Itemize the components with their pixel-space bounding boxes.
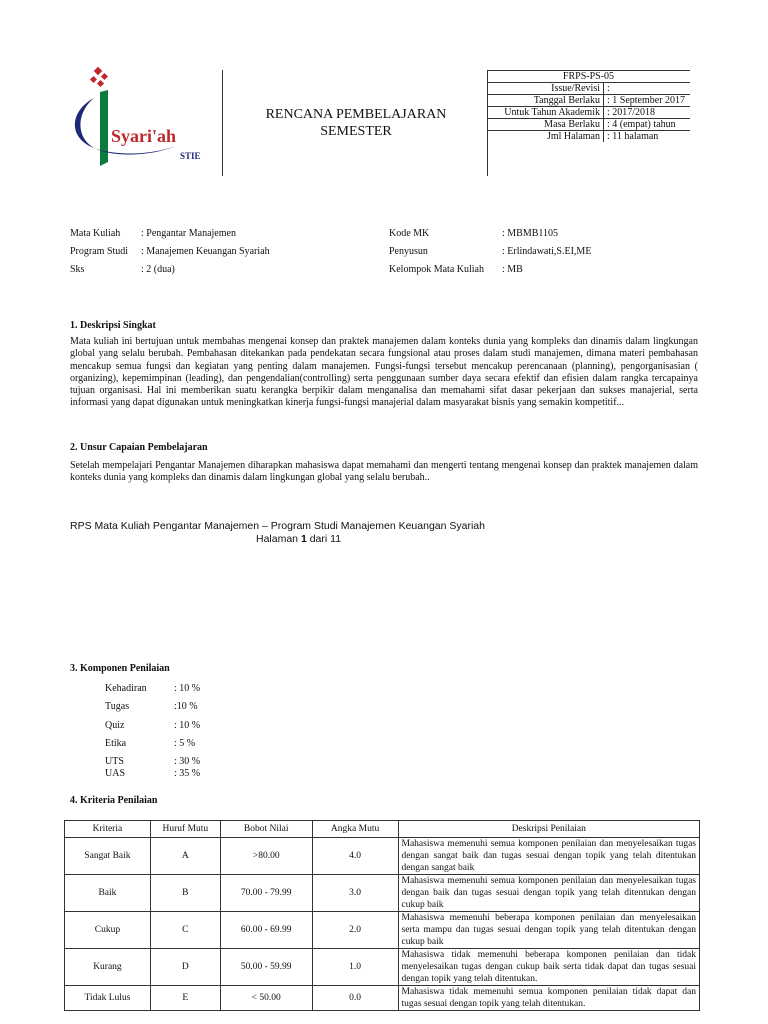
- table-row: [65, 875, 700, 912]
- column-header: Angka Mutu: [312, 821, 398, 838]
- logo-subtext: STIE: [180, 151, 201, 161]
- component-value: : 10 %: [174, 683, 201, 694]
- meta-value: : Erlindawati,S.EI,ME: [502, 246, 592, 257]
- section-heading: 4. Kriteria Penilaian: [70, 795, 158, 806]
- meta-label: Kelompok Mata Kuliah: [389, 264, 484, 275]
- institution-logo: [64, 66, 224, 176]
- component-value: :10 %: [174, 701, 198, 712]
- logo-text: Syari'ah: [111, 126, 177, 146]
- cell-kriteria: Baik: [65, 875, 151, 912]
- cell-bobot: >80.00: [220, 838, 312, 875]
- column-header: Deskripsi Penilaian: [398, 821, 699, 838]
- info-label: Issue/Revisi: [487, 83, 604, 95]
- cell-bobot: 50.00 - 59.99: [220, 949, 312, 986]
- cell-deskripsi: Mahasiswa tidak memenuhi beberapa komponen penilaian dan tidak menyelesaikan tugas dengan cukup baik serta tidak dapat dan tugas sesuai dengan topik yang telah ditentukan.: [398, 949, 699, 986]
- table-row: [65, 949, 700, 986]
- component-label: Quiz: [105, 720, 125, 731]
- cell-deskripsi: Mahasiswa tidak memenuhi semua komponen penilaian tidak dapat dan tugas sesuai dengan topik yang telah ditentukan.: [398, 986, 699, 1011]
- table-row: [65, 912, 700, 949]
- document-code: FRPS-PS-05: [487, 71, 690, 83]
- page-number: [256, 533, 341, 546]
- column-header: Kriteria: [65, 821, 151, 838]
- cell-kriteria: Sangat Baik: [65, 838, 151, 875]
- info-value: : 4 (empat) tahun: [604, 119, 691, 131]
- page-footer-title: RPS Mata Kuliah Pengantar Manajemen – Program Studi Manajemen Keuangan Syariah: [70, 520, 485, 532]
- cell-huruf: B: [150, 875, 220, 912]
- component-label: Etika: [105, 738, 127, 749]
- component-value: : 5 %: [174, 738, 196, 749]
- meta-label: Sks: [70, 264, 85, 275]
- document-title-line2: SEMESTER: [320, 124, 392, 139]
- section-heading: 3. Komponen Penilaian: [70, 663, 170, 674]
- table-header-row: [65, 821, 700, 838]
- info-label: Untuk Tahun Akademik: [487, 107, 604, 119]
- document-info-table: [487, 70, 690, 142]
- page-number-prefix: Halaman: [256, 533, 301, 545]
- cell-kriteria: Kurang: [65, 949, 151, 986]
- section-heading: 2. Unsur Capaian Pembelajaran: [70, 442, 208, 453]
- cell-angka: 4.0: [312, 838, 398, 875]
- component-label: UAS: [105, 768, 126, 779]
- meta-value: : MBMB1105: [502, 228, 559, 239]
- meta-label: Penyusun: [389, 246, 428, 257]
- cell-angka: 2.0: [312, 912, 398, 949]
- document-title-line1: RENCANA PEMBELAJARAN: [265, 107, 447, 122]
- cell-deskripsi: Mahasiswa memenuhi semua komponen penilaian dan menyelesaikan tugas dengan baik dan tugas sesuai dengan topik yang telah ditentukan dengan cukup baik: [398, 875, 699, 912]
- info-value: : 2017/2018: [604, 107, 691, 119]
- component-label: UTS: [105, 756, 124, 767]
- component-value: : 35 %: [174, 768, 201, 779]
- meta-value: : 2 (dua): [141, 264, 175, 275]
- cell-huruf: C: [150, 912, 220, 949]
- meta-value: : MB: [502, 264, 523, 275]
- meta-label: Program Studi: [70, 246, 129, 257]
- info-value: : 11 halaman: [604, 131, 691, 143]
- header-divider: [222, 70, 223, 176]
- cell-deskripsi: Mahasiswa memenuhi semua komponen penilaian dan menyelesaikan tugas dengan sangat baik dan tugas sesuai dengan topik yang telah ditentukan dengan sangat baik: [398, 838, 699, 875]
- cell-angka: 0.0: [312, 986, 398, 1011]
- cell-kriteria: Tidak Lulus: [65, 986, 151, 1011]
- page-number-current: 1: [300, 533, 307, 545]
- info-label: Masa Berlaku: [487, 119, 604, 131]
- meta-value: : Pengantar Manajemen: [141, 228, 236, 239]
- document-title: [225, 106, 487, 140]
- cell-bobot: 60.00 - 69.99: [220, 912, 312, 949]
- table-row: [65, 838, 700, 875]
- info-value: : 1 September 2017: [604, 95, 691, 107]
- grading-criteria-table: [64, 820, 700, 1011]
- component-label: Tugas: [105, 701, 130, 712]
- table-row: [65, 986, 700, 1011]
- cell-bobot: 70.00 - 79.99: [220, 875, 312, 912]
- cell-huruf: A: [150, 838, 220, 875]
- section-paragraph: Mata kuliah ini bertujuan untuk membahas mengenai konsep dan praktek manajemen dalam konteks dunia yang kompleks dan dinamis dalam lingkungan global yang selalu berubah. Pembahasan ditekankan pada pendekatan secara fungsional atau proses dalam studi manajemen, dimana materi pembahasan mencakup semua fungsi dan kegiatan yang penting dalam manajemen. Fungsi-fungsi tersebut mencakup perencanaan (planning), pengorganisasian ( organizing), kepemimpinan (leading), dan pengendalian(controlling) serta penggunaan sumber daya secara efektif dan efisien dalam rangka tercapainya tujuan organisasi. Hal ini memberikan suatu kerangka berpikir dalam menganalisa dan memahami sifat dasar pekerjaan dan sukses manajerial, serta informasi yang dapat digunakan untuk meningkatkan kinerja fungsi-fungsi manajerial dalam masyarakat bisnis yang semakin kompetitif...: [70, 336, 698, 409]
- cell-angka: 3.0: [312, 875, 398, 912]
- column-header: Huruf Mutu: [150, 821, 220, 838]
- info-label: Tanggal Berlaku: [487, 95, 604, 107]
- section-paragraph: Setelah mempelajari Pengantar Manajemen diharapkan mahasiswa dapat memahami dan mengerti tentang mengenai konsep dan praktek manajemen dalam konteks dunia yang kompleks dan dinamis dalam lingkungan global yang selalu berubah..: [70, 460, 698, 484]
- component-label: Kehadiran: [105, 683, 147, 694]
- section-heading: 1. Deskripsi Singkat: [70, 320, 156, 331]
- meta-label: Kode MK: [389, 228, 430, 239]
- cell-huruf: D: [150, 949, 220, 986]
- cell-huruf: E: [150, 986, 220, 1011]
- cell-kriteria: Cukup: [65, 912, 151, 949]
- meta-value: : Manajemen Keuangan Syariah: [141, 246, 270, 257]
- component-value: : 10 %: [174, 720, 201, 731]
- cell-deskripsi: Mahasiswa memenuhi beberapa komponen penilaian dan menyelesaikan serta mampu dan tugas sesuai dengan topik yang telah ditentukan dengan cukup baik: [398, 912, 699, 949]
- component-value: : 30 %: [174, 756, 201, 767]
- cell-bobot: < 50.00: [220, 986, 312, 1011]
- cell-angka: 1.0: [312, 949, 398, 986]
- meta-label: Mata Kuliah: [70, 228, 121, 239]
- page-number-suffix: dari 11: [306, 533, 342, 545]
- info-label: Jml Halaman: [487, 131, 604, 143]
- column-header: Bobot Nilai: [220, 821, 312, 838]
- info-value: :: [604, 83, 691, 95]
